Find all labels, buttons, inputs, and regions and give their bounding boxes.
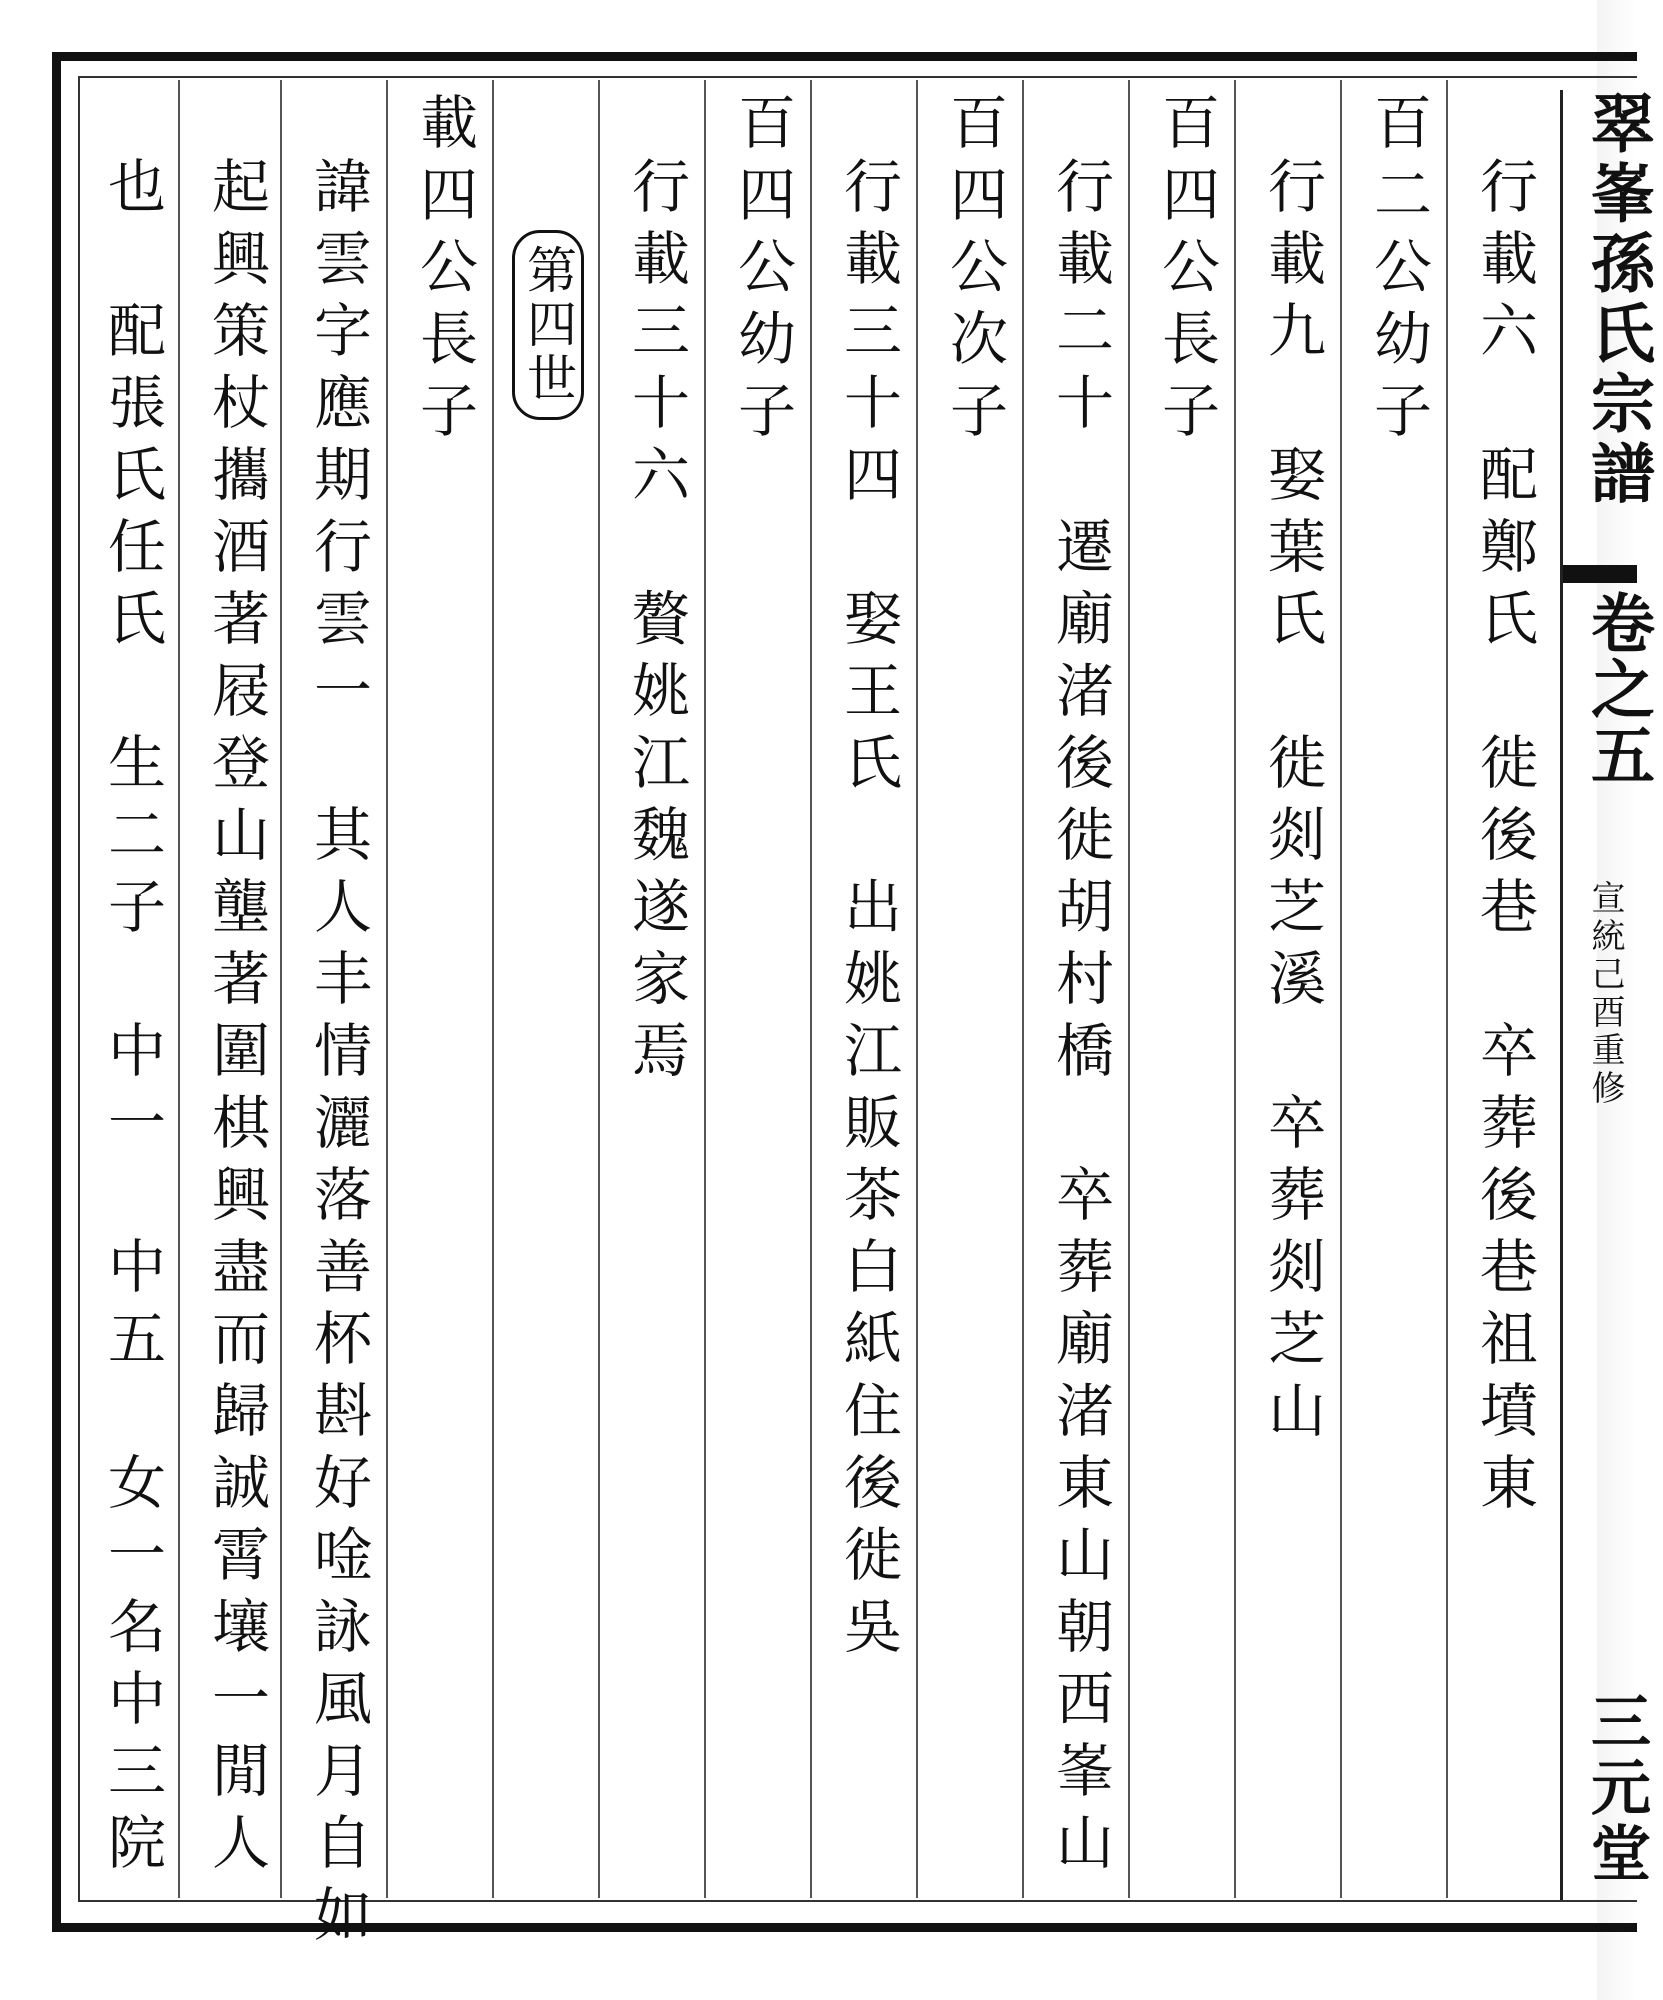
generation-label: 第四世 [512,230,584,420]
column-text: 也 配張氏任氏 生二子 中一 中五 女一名中三院 [98,156,166,1884]
column-text: 百四公幼子 [728,92,796,452]
column-5 [1032,92,1128,1892]
column-rule [386,80,388,1898]
column-9 [608,92,704,1892]
fishtail-mark [1563,565,1637,583]
column-6 [926,92,1022,1892]
column-8 [714,92,810,1892]
column-text: 起興策杖攜酒著屐登山壟著圍棋興盡而歸誠霄壤一閒人 [202,156,270,1884]
column-text: 百四公次子 [940,92,1008,452]
column-rule [1128,80,1130,1898]
column-rule [598,80,600,1898]
column-text: 載四公長子 [410,92,478,452]
column-rule [916,80,918,1898]
edition-note: 宣統己酉重修 [1585,880,1625,1108]
column-rule [1340,80,1342,1898]
margin-banner [1560,90,1655,1900]
column-4 [1138,92,1234,1892]
column-rule [1022,80,1024,1898]
column-rule [1234,80,1236,1898]
genealogy-title: 翠峯孫氏宗譜 [1580,90,1655,510]
column-text: 百二公幼子 [1364,92,1432,452]
column-rule [492,80,494,1898]
column-text: 行載九 娶葉氏 徙剡芝溪 卒葬剡芝山 [1258,156,1326,1452]
column-11 [396,92,492,1892]
column-12 [290,92,386,1956]
column-3 [1244,92,1340,1892]
column-7 [820,92,916,1892]
column-text: 百四公長子 [1152,92,1220,452]
column-rule [810,80,812,1898]
column-text: 行載六 配鄭氏 徙後巷 卒葬後巷祖墳東 [1470,156,1538,1524]
column-1 [1456,92,1552,1892]
column-rule [1446,80,1448,1898]
column-text: 行載三十六 贅姚江魏遂家焉 [622,156,690,1092]
column-13 [188,92,284,1892]
column-rule [704,80,706,1898]
column-text: 諱雲字應期行雲一 其人丰情灑落善杯斟好唫詠風月自如 [304,156,372,1956]
column-text: 行載二十 遷廟渚後徙胡村橋 卒葬廟渚東山朝西峯山 [1046,156,1114,1884]
column-14 [84,92,180,1892]
column-text: 行載三十四 娶王氏 出姚江販茶白紙住後徙吳 [834,156,902,1668]
hall-name: 三元堂 [1581,1690,1651,1888]
volume-label: 卷之五 [1580,590,1655,788]
column-2 [1350,92,1446,1892]
